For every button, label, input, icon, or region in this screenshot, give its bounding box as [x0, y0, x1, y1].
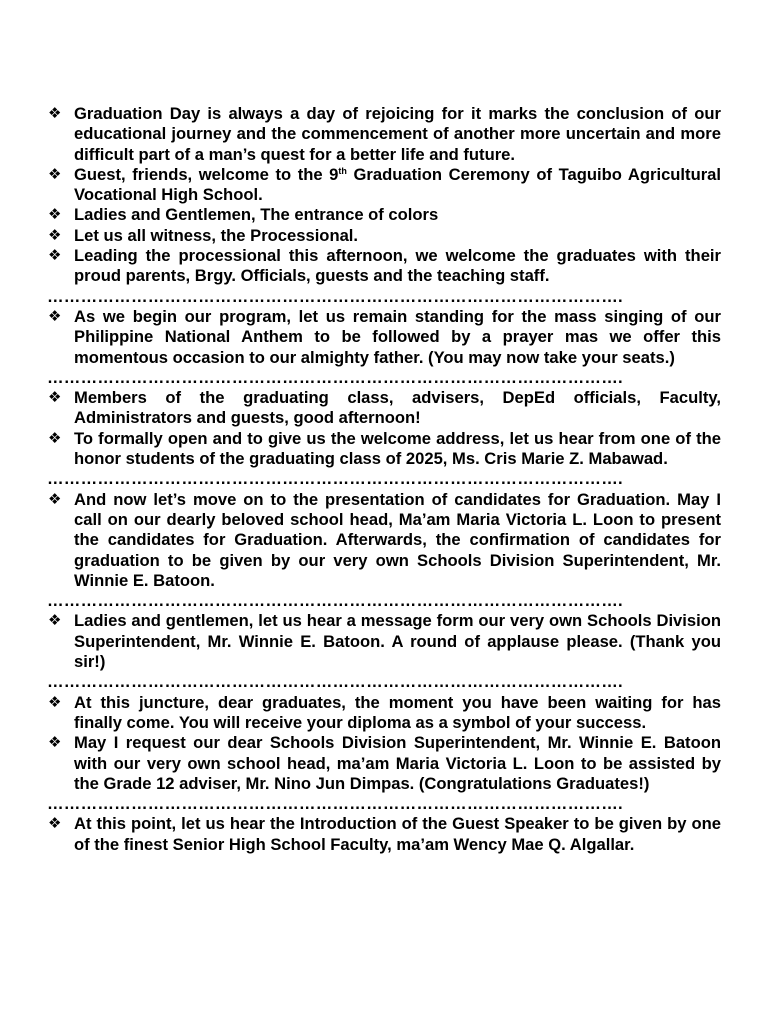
diamond-bullet-icon: ❖: [48, 247, 62, 265]
diamond-bullet-icon: ❖: [48, 307, 62, 325]
list-item: [47, 388, 721, 429]
diamond-bullet-icon: ❖: [48, 734, 62, 752]
program-script: [47, 104, 721, 855]
diamond-bullet-icon: ❖: [48, 226, 62, 244]
list-item: [47, 611, 721, 672]
list-item: [47, 693, 721, 734]
list-item: [47, 165, 721, 206]
diamond-bullet-icon: ❖: [48, 165, 62, 183]
list-item: [47, 104, 721, 165]
ordinal-suffix: th: [338, 165, 347, 176]
diamond-bullet-icon: ❖: [48, 105, 62, 122]
diamond-bullet-icon: ❖: [48, 693, 62, 711]
item-text: Ladies and gentlemen, let us hear a message form our very own Schools Division Superintendent, Mr. Winnie E. Batoon. A round of applause please. (Thank you sir!): [74, 611, 721, 672]
item-text: At this juncture, dear graduates, the moment you have been waiting for has finally come. You will receive your diploma as a symbol of your success.: [74, 692, 721, 732]
list-item: [47, 205, 721, 225]
item-text: At this point, let us hear the Introduction of the Guest Speaker to be given by one of the finest Senior High School Faculty, ma’am Wency Mae Q. Algallar.: [74, 814, 721, 854]
dotted-separator: ………………………………………………………………………………………….: [47, 469, 623, 489]
diamond-bullet-icon: ❖: [48, 389, 62, 407]
item-text: Graduation Ceremony of Taguibo Agricultural Vocational High School.: [74, 164, 721, 205]
item-text: And now let’s move on to the presentation of candidates for Graduation. May I call on our dearly beloved school head, Ma’am Maria Victoria L. Loon to present the candidates for Graduation. Afterwards, the confirmation of candidates for graduation to be given by our very own Schools Division Superintendent, Mr. Winnie E. Batoon.: [74, 489, 721, 590]
item-text: May I request our dear Schools Division Superintendent, Mr. Winnie E. Batoon with our very own school head, ma’am Maria Victoria L. Loon to be assisted by the Grade 12 adviser, Mr. Nino Jun Dimpas. (Congratulations Graduates!): [74, 733, 721, 793]
item-text: Let us all witness, the Processional.: [74, 225, 359, 245]
dotted-separator: ………………………………………………………………………………………….: [47, 591, 623, 611]
diamond-bullet-icon: ❖: [48, 815, 62, 833]
dotted-separator: ………………………………………………………………………………………….: [47, 672, 623, 692]
list-item: [47, 246, 721, 287]
item-text: Leading the processional this afternoon, we welcome the graduates with their proud parents, Brgy. Officials, guests and the teaching staff.: [74, 246, 721, 286]
dotted-separator: ………………………………………………………………………………………….: [47, 367, 623, 387]
item-text: To formally open and to give us the welcome address, let us hear from one of the honor students of the graduating class of 2025, Ms. Cris Marie Z. Mabawad.: [74, 428, 721, 469]
item-text: Ladies and Gentlemen, The entrance of colors: [74, 205, 439, 225]
dotted-separator: ………………………………………………………………………………………….: [47, 286, 623, 306]
list-item: [47, 226, 721, 246]
dotted-separator: ………………………………………………………………………………………….: [47, 794, 623, 814]
diamond-bullet-icon: ❖: [48, 429, 62, 447]
diamond-bullet-icon: ❖: [48, 490, 62, 508]
diamond-bullet-icon: ❖: [48, 612, 62, 630]
list-item: [47, 490, 721, 591]
list-item: [47, 307, 721, 368]
item-text: Graduation Day is always a day of rejoicing for it marks the conclusion of our educational journey and the commencement of another more uncertain and more difficult part of a man’s quest for a better life and future.: [74, 104, 721, 164]
diamond-bullet-icon: ❖: [48, 206, 62, 224]
list-item: [47, 733, 721, 794]
list-item: [47, 814, 721, 855]
list-item: [47, 429, 721, 470]
item-text: Members of the graduating class, advisers, DepEd officials, Faculty, Administrators and guests, good afternoon!: [74, 388, 721, 428]
item-text: Guest, friends, welcome to the 9: [74, 164, 339, 184]
item-text: As we begin our program, let us remain standing for the mass singing of our Philippine National Anthem to be followed by a prayer mas we offer this momentous occasion to our almighty father. (You may now take your seats.): [74, 306, 721, 367]
